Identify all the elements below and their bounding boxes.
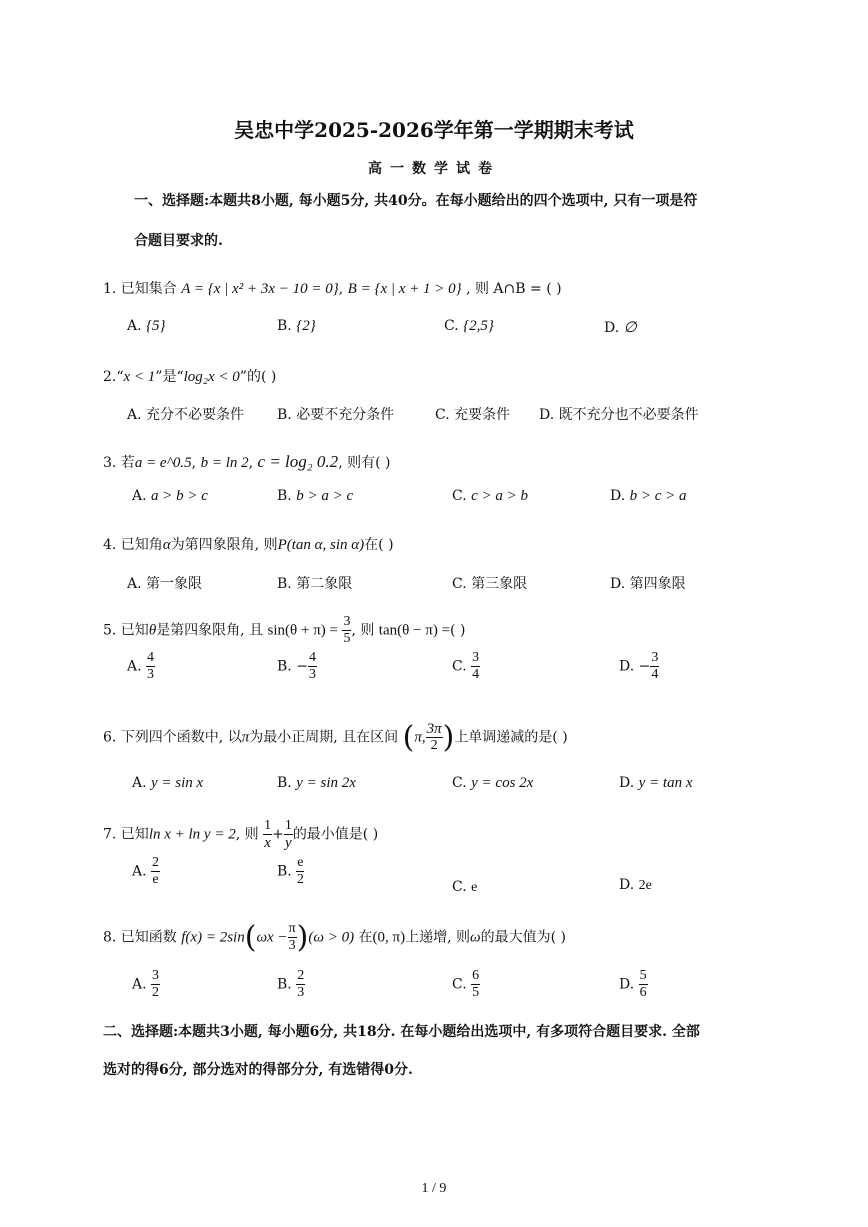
exam-subtitle: 高一数学试卷 (368, 161, 500, 177)
q3-b: b = ln 2 (200, 455, 249, 471)
section2-line1: 二、选择题:本题共3小题, 每小题6分, 共18分. 在每小题给出选项中, 有多项符合题目要求. 全部 (103, 1024, 700, 1040)
option-label: C. (435, 407, 450, 423)
section1-line2: 合题目要求的. (134, 233, 223, 249)
q8-option-b (277, 968, 305, 1001)
fraction-denominator: 6 (639, 985, 647, 1000)
option-fraction (296, 968, 305, 1001)
q5-suffix: ( ) (450, 622, 466, 639)
question-1 (103, 278, 562, 298)
q2-mid: ”是“ (155, 369, 184, 385)
option-fraction (650, 650, 659, 683)
q6-paren-right: ) (442, 720, 455, 755)
option-fraction (151, 855, 160, 888)
q7-option-a (132, 855, 160, 888)
q4-option-b (277, 573, 352, 593)
option-text: {2,5} (463, 318, 494, 334)
option-label: B. (277, 407, 292, 423)
q8-interval: (0, π) (372, 929, 406, 946)
q8-prefix: 8. 已知函数 (103, 929, 177, 946)
option-text: 第三象限 (471, 576, 528, 592)
option-text: 第一象限 (146, 576, 203, 592)
q6-prefix: 6. 下列四个函数中, 以 (103, 729, 242, 746)
option-label: A. (127, 658, 142, 675)
option-label: B. (277, 576, 292, 592)
q6-suffix: 上单调递减的是( ) (454, 729, 568, 746)
q8-omega: ω (470, 929, 481, 946)
q2-option-a (127, 404, 244, 424)
q8-suffix: 的最大值为( ) (480, 929, 566, 946)
fraction-denominator: 2 (296, 872, 304, 887)
option-fraction (296, 855, 304, 888)
q8-func-fraction (288, 921, 297, 954)
option-label: C. (452, 576, 467, 592)
option-fraction (471, 968, 480, 1001)
option-fraction (151, 968, 160, 1001)
fraction-denominator: 3 (297, 985, 305, 1000)
q6-option-b (277, 775, 356, 792)
q5-option-c (452, 650, 480, 683)
option-label: A. (132, 976, 147, 993)
q6-mid: 为最小正周期, 且在区间 (249, 729, 399, 746)
fraction-denominator: y (284, 835, 292, 851)
question-5 (103, 614, 465, 647)
q1-set-a: A = {x | x² + 3x − 10 = 0} (181, 281, 339, 297)
q4-option-d (610, 573, 686, 593)
q2-suffix: ”的( ) (239, 369, 277, 385)
fraction-numerator: 3 (152, 968, 160, 983)
q5-option-b (277, 650, 317, 683)
option-label: A. (132, 775, 147, 791)
q3-c: c = log₂ 0.2 (257, 452, 339, 471)
q7-suffix: 的最小值是( ) (292, 826, 379, 843)
fraction-numerator: 3π (426, 721, 442, 737)
q5-cond: sin(θ + π) = (267, 622, 338, 639)
q6-option-c (452, 775, 533, 792)
q1-option-d (604, 318, 637, 337)
option-text: 既不充分也不必要条件 (558, 407, 699, 423)
question-6 (103, 720, 568, 755)
question-2 (103, 366, 276, 386)
option-text: c > a > b (471, 488, 529, 504)
option-text: 充分不必要条件 (146, 407, 245, 423)
option-fraction (308, 650, 317, 683)
fraction-denominator: 2 (430, 738, 438, 753)
q8-func-inner: ωx − (256, 929, 288, 946)
option-text: 充要条件 (454, 407, 511, 423)
q6-pi: π (241, 729, 250, 746)
fraction-numerator: 3 (472, 650, 480, 665)
option-label: D. (619, 775, 635, 791)
option-label: D. (619, 976, 635, 993)
fraction-denominator: 3 (288, 938, 296, 953)
q6-interval-left: π, (414, 729, 426, 746)
option-label: C. (452, 658, 467, 675)
question-8 (103, 920, 566, 955)
q8-option-c (452, 968, 480, 1001)
option-label: B. (277, 863, 292, 880)
q4-suffix: 在( ) (364, 537, 394, 553)
q2-cond1: x < 1 (123, 369, 156, 385)
option-label: D. (619, 658, 635, 675)
option-text: b > a > c (296, 488, 354, 504)
fraction-denominator: 5 (472, 985, 480, 1000)
q4-point: P(tan α, sin α) (277, 537, 365, 553)
q2-cond2: log₂x < 0 (183, 369, 240, 385)
fraction-numerator: 2 (152, 855, 160, 870)
q7-option-d (619, 877, 652, 894)
q3-option-c (452, 488, 528, 505)
section1-line1: 一、选择题:本题共8小题, 每小题5分, 共40分。在每小题给出的四个选项中, 只有一项是符 (134, 193, 698, 209)
option-label: B. (277, 775, 292, 791)
option-text: y = sin 2x (296, 775, 356, 791)
q7-plus: + (272, 826, 284, 843)
option-label: C. (452, 488, 467, 504)
q8-func-left: f(x) = 2sin (181, 929, 245, 946)
option-text: y = cos 2x (471, 775, 534, 791)
option-text: b > c > a (629, 488, 687, 504)
q7-cond: ln x + ln y = 2 (148, 826, 236, 843)
q4-option-a (127, 573, 202, 593)
q7-option-b (277, 855, 304, 888)
q6-paren-left: ( (402, 720, 415, 755)
q1-suffix: , 则 A∩B = ( ) (466, 281, 562, 297)
q4-alpha: α (162, 537, 171, 553)
option-label: C. (452, 976, 467, 993)
question-3: 3. 若a = e^0.5, b = ln 2, c = log₂ 0.2, 则有( ) (103, 452, 391, 471)
option-fraction (639, 968, 648, 1001)
fraction-denominator: x (264, 835, 271, 851)
option-text: {5} (146, 318, 166, 334)
option-text: {2} (296, 318, 316, 334)
fraction-numerator: 4 (147, 650, 155, 665)
q8-option-d (619, 968, 648, 1001)
q7-prefix: 7. 已知 (103, 826, 149, 843)
q6-interval-fraction (426, 721, 443, 754)
option-label: C. (452, 879, 467, 895)
q1-option-c (444, 318, 494, 335)
option-text: ∅ (623, 320, 637, 336)
option-fraction (146, 650, 155, 683)
option-label: A. (132, 488, 147, 504)
fraction-denominator: 5 (343, 631, 351, 646)
option-text: a > b > c (151, 488, 208, 504)
option-label: D. (610, 488, 626, 504)
fraction-numerator: 3 (651, 650, 659, 665)
fraction-numerator: e (297, 855, 304, 870)
q3-option-d (610, 488, 687, 505)
option-label: C. (444, 318, 459, 334)
q8-option-a (132, 968, 160, 1001)
fraction-numerator: π (288, 921, 296, 936)
q1-option-a (127, 318, 166, 335)
fraction-denominator: 3 (147, 667, 155, 682)
option-text: y = sin x (151, 775, 204, 791)
q5-option-d (619, 650, 659, 683)
q6-option-d (619, 775, 693, 792)
option-label: A. (127, 318, 142, 334)
option-label: B. (277, 318, 292, 334)
fraction-denominator: e (152, 872, 159, 887)
option-text: y = tan x (638, 775, 693, 791)
option-fraction (471, 650, 480, 683)
q5-option-a (127, 650, 155, 683)
page-number: 1 / 9 (421, 1181, 447, 1196)
option-text: 必要不充分条件 (296, 407, 395, 423)
fraction-denominator: 4 (651, 667, 659, 682)
q1-prefix: 1. 已知集合 (103, 281, 177, 297)
option-text: 第二象限 (296, 576, 353, 592)
fraction-numerator: 1 (284, 818, 292, 833)
q5-prefix: 5. 已知 (103, 622, 149, 639)
option-sign: − (296, 658, 308, 675)
option-text: 2e (638, 878, 652, 893)
option-label: C. (452, 775, 467, 791)
q4-option-c (452, 573, 527, 593)
fraction-numerator: 2 (297, 968, 305, 983)
q7-option-c (452, 879, 477, 896)
option-label: D. (604, 320, 620, 336)
fraction-numerator: 4 (308, 650, 316, 665)
q2-prefix: 2.“ (103, 369, 124, 385)
q5-mid2: , 则 (351, 622, 375, 639)
option-label: D. (619, 877, 635, 893)
option-label: B. (277, 658, 292, 675)
q3-option-a (132, 488, 208, 505)
q6-option-a (132, 775, 203, 792)
q4-mid: 为第四象限角, 则 (170, 537, 278, 553)
q7-mid: , 则 (235, 826, 259, 843)
q8-paren-left: ( (244, 920, 257, 955)
fraction-numerator: 6 (472, 968, 480, 983)
q3-prefix: 3. 若 (103, 455, 135, 471)
q3-option-b (277, 488, 353, 505)
option-label: A. (127, 576, 142, 592)
option-label: A. (127, 407, 142, 423)
q5-mid: 是第四象限角, 且 (156, 622, 264, 639)
q5-ask: tan(θ − π) = (378, 622, 451, 639)
option-text: e (471, 880, 478, 895)
option-label: D. (610, 576, 626, 592)
q1-option-b (277, 318, 316, 335)
q2-option-b (277, 404, 394, 424)
fraction-denominator: 4 (472, 667, 480, 682)
q1-sep: , (338, 281, 344, 297)
fraction-numerator: 3 (343, 614, 351, 629)
q1-set-b: B = {x | x + 1 > 0} (347, 281, 462, 297)
fraction-numerator: 1 (264, 818, 272, 833)
q2-option-c (435, 404, 510, 424)
question-4 (103, 534, 394, 554)
q4-prefix: 4. 已知角 (103, 537, 163, 553)
q8-mid: 在 (358, 929, 373, 946)
q2-option-d (539, 404, 699, 424)
option-label: B. (277, 488, 292, 504)
q5-theta: θ (148, 622, 157, 639)
q7-frac2 (284, 818, 293, 851)
fraction-denominator: 3 (308, 667, 316, 682)
option-label: A. (132, 863, 147, 880)
question-7 (103, 818, 378, 851)
option-text: 第四象限 (629, 576, 686, 592)
q8-func-cond: (ω > 0) (308, 929, 355, 946)
fraction-numerator: 5 (639, 968, 647, 983)
q3-suffix: , 则有( ) (338, 455, 391, 471)
option-label: D. (539, 407, 555, 423)
q8-paren-right: ) (296, 920, 309, 955)
fraction-denominator: 2 (152, 985, 160, 1000)
q8-mid2: 上递增, 则 (405, 929, 470, 946)
q3-a: a = e^0.5 (134, 455, 192, 471)
exam-title: 吴忠中学2025-2026学年第一学期期末考试 (234, 118, 634, 142)
option-label: B. (277, 976, 292, 993)
q7-frac1 (263, 818, 272, 851)
option-sign: − (638, 658, 651, 675)
section2-line2: 选对的得6分, 部分选对的得部分分, 有选错得0分. (103, 1062, 413, 1078)
